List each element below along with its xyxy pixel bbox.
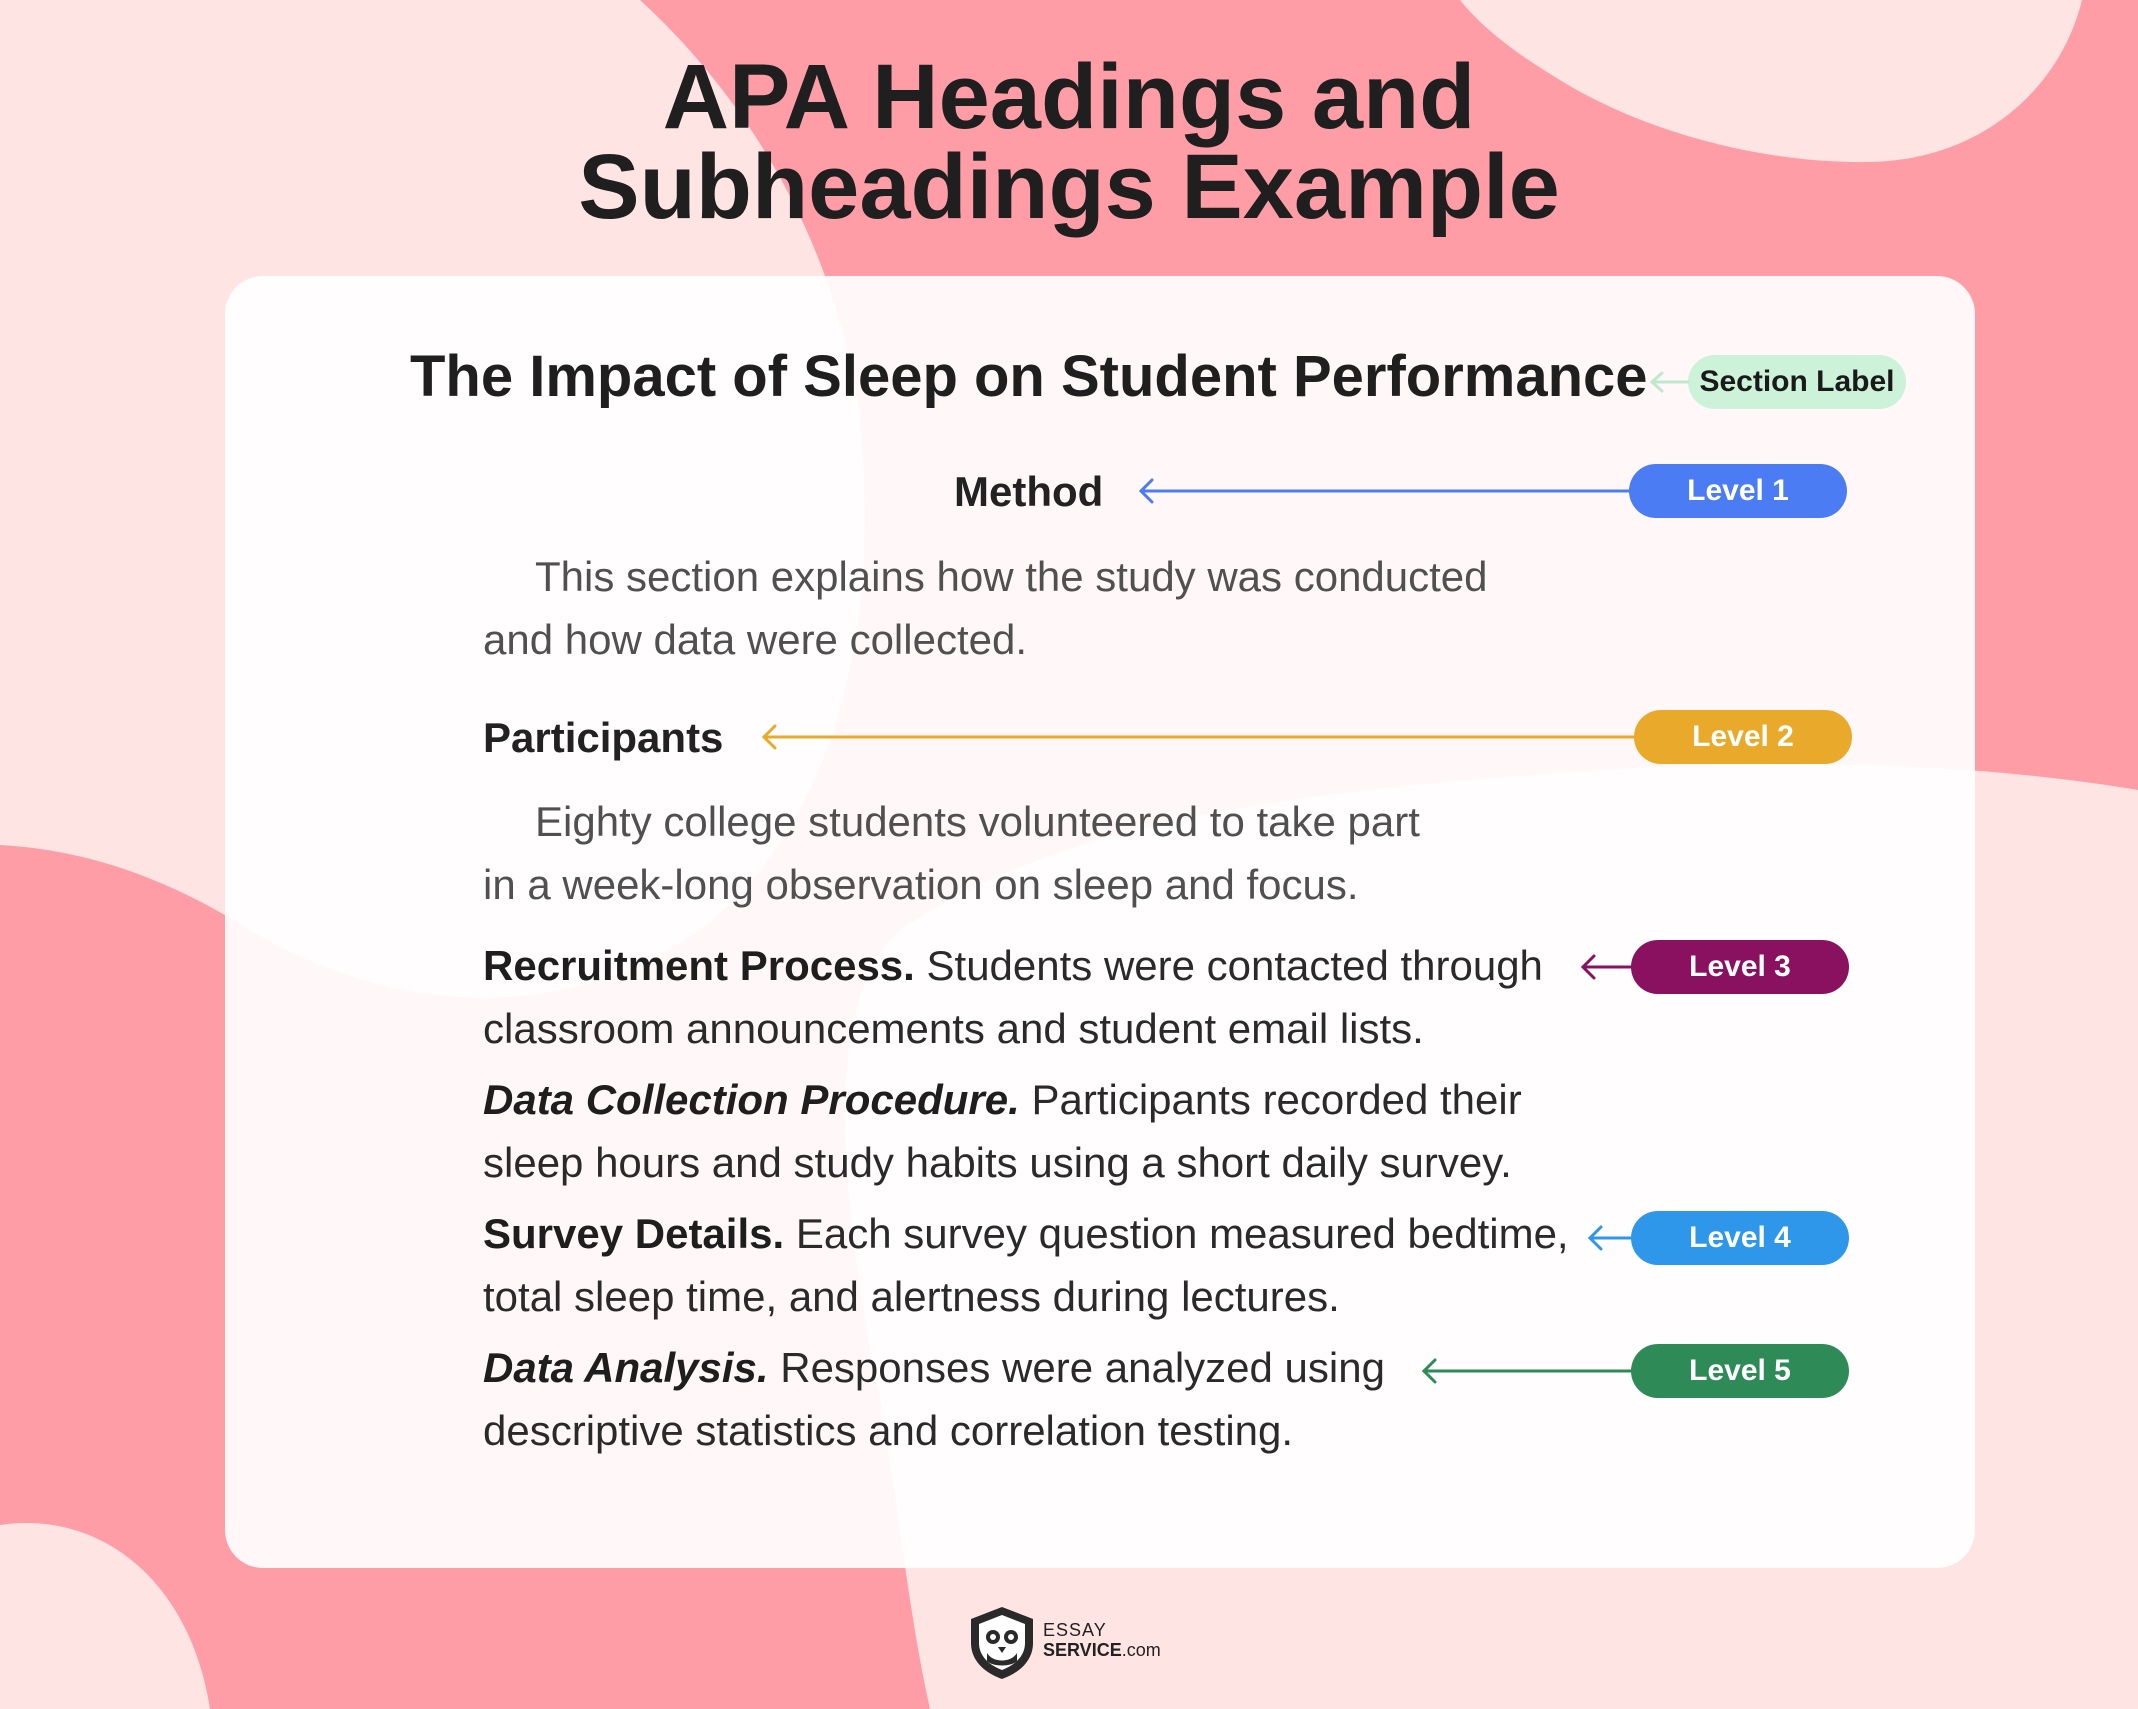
level2-heading: Participants — [483, 714, 724, 761]
level4-italic-block — [483, 1068, 1522, 1194]
method-paragraph-line2: and how data were collected. — [483, 616, 1028, 663]
level3-text-line1: Students were contacted through — [914, 942, 1543, 989]
participants-paragraph-line2: in a week-long observation on sleep and focus. — [483, 861, 1359, 908]
level4-heading: Survey Details. — [483, 1210, 785, 1257]
level3-block — [483, 934, 1543, 1060]
level1-heading: Method — [954, 468, 1104, 515]
level3-heading: Recruitment Process. — [483, 942, 915, 989]
level4-italic-heading: Data Collection Procedure. — [483, 1076, 1020, 1123]
level5-heading: Data Analysis. — [483, 1344, 769, 1391]
page-title — [0, 46, 2138, 238]
page-title-line1: APA Headings and — [662, 46, 1476, 148]
level2-badge: Level 2 — [1634, 710, 1852, 764]
participants-paragraph-line1: Eighty college students volunteered to take part — [535, 798, 1420, 845]
level4-text-line1: Each survey question measured bedtime, — [784, 1210, 1569, 1257]
level3-text-line2: classroom announcements and student email lists. — [483, 1005, 1424, 1052]
level4-italic-text-line1: Participants recorded their — [1019, 1076, 1522, 1123]
brand-wordmark — [1043, 1620, 1161, 1660]
brand-domain: .com — [1121, 1640, 1161, 1660]
page-title-line2: Subheadings Example — [578, 136, 1560, 238]
level4-text-line2: total sleep time, and alertness during lectures. — [483, 1273, 1340, 1320]
section-label-badge: Section Label — [1688, 355, 1906, 409]
level5-text-line1: Responses were analyzed using — [768, 1344, 1385, 1391]
method-paragraph-line1: This section explains how the study was conducted — [535, 553, 1488, 600]
level4-italic-text-line2: sleep hours and study habits using a short daily survey. — [483, 1139, 1512, 1186]
level4-badge: Level 4 — [1631, 1211, 1849, 1265]
brand-line1: ESSAY — [1043, 1620, 1107, 1640]
participants-paragraph — [483, 790, 1420, 916]
level5-badge: Level 5 — [1631, 1344, 1849, 1398]
brand-name: SERVICE — [1043, 1640, 1122, 1660]
brand-line2 — [1043, 1640, 1161, 1660]
level5-text-line2: descriptive statistics and correlation testing. — [483, 1407, 1294, 1454]
level1-badge: Level 1 — [1629, 464, 1847, 518]
owl-icon — [963, 1603, 1041, 1681]
method-paragraph — [483, 545, 1488, 671]
level3-badge: Level 3 — [1631, 940, 1849, 994]
level4-block — [483, 1202, 1569, 1328]
level5-block — [483, 1336, 1385, 1462]
document-title: The Impact of Sleep on Student Performance — [410, 344, 1648, 409]
